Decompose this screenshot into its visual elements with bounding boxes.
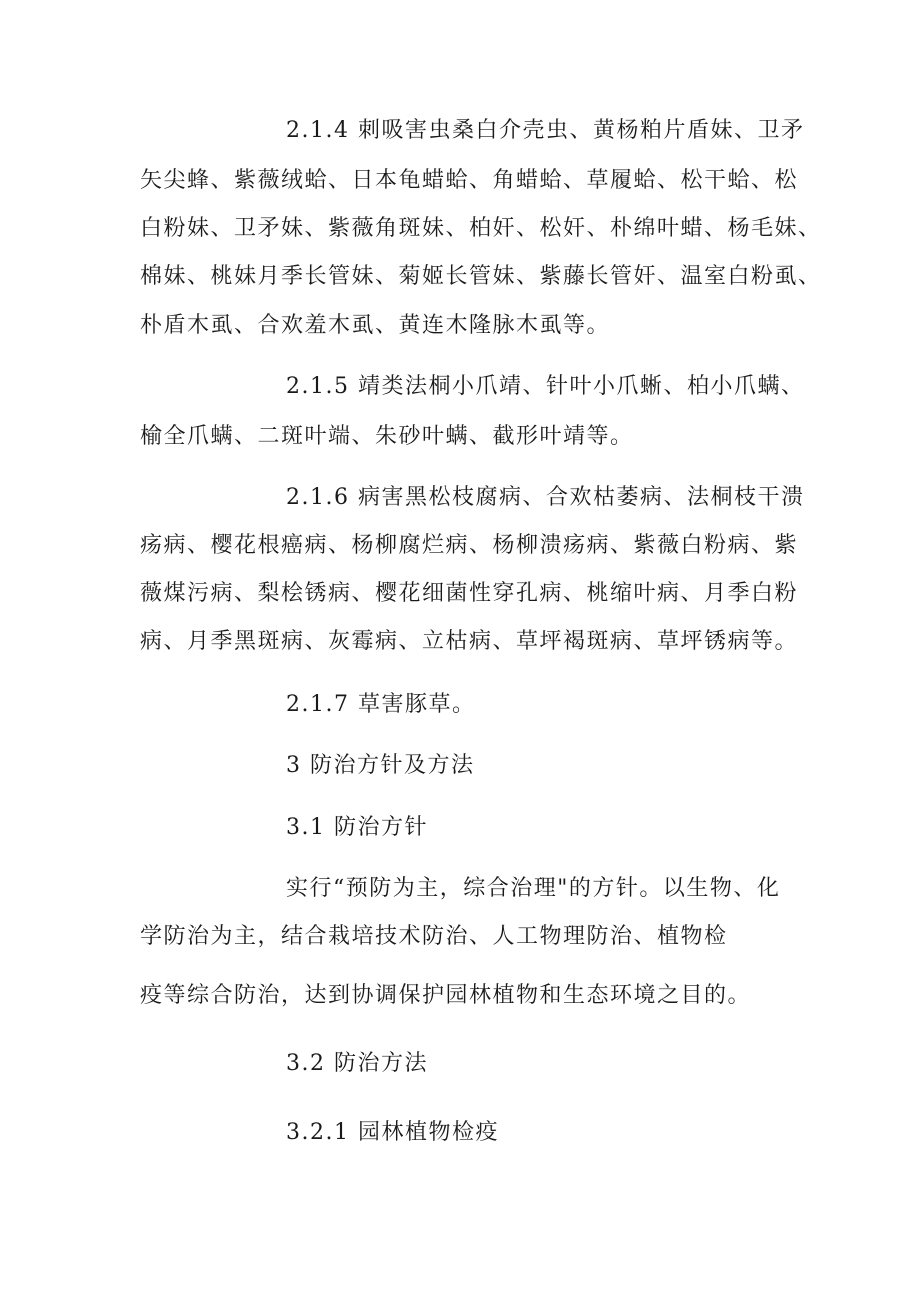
paragraph-2-1-4-line-5: 朴盾木虱、合欢羞木虱、黄连木隆脉木虱等。: [140, 313, 611, 338]
paragraph-3-1-line-1: 实行“预防为主，综合治理"的方针。以生物、化: [286, 876, 781, 901]
paragraph-3-1-line-3: 疫等综合防治，达到协调保护园林植物和生态环境之目的。: [140, 983, 752, 1008]
heading-3: 3 防治方针及方法: [286, 753, 475, 778]
heading-3-2-1: 3.2.1 园林植物检疫: [286, 1120, 499, 1145]
paragraph-2-1-6-line-2: 疡病、樱花根癌病、杨柳腐烂病、杨柳溃疡病、紫薇白粉病、紫: [140, 533, 799, 558]
heading-3-1: 3.1 防治方针: [286, 815, 428, 840]
paragraph-2-1-5-line-2: 榆全爪螨、二斑叶端、朱砂叶螨、截形叶靖等。: [140, 424, 634, 449]
paragraph-3-1-line-2: 学防治为主，结合栽培技术防治、人工物理防治、植物检: [140, 924, 728, 949]
paragraph-2-1-7: 2.1.7 草害豚草。: [286, 692, 476, 717]
paragraph-2-1-4-line-2: 矢尖蜂、紫薇绒蛤、日本龟蜡蛤、角蜡蛤、草履蛤、松干蛤、松: [140, 168, 799, 193]
paragraph-2-1-6-line-1: 2.1.6 病害黑松枝腐病、合欢枯萎病、法桐枝干溃: [286, 485, 805, 510]
heading-3-2: 3.2 防治方法: [286, 1051, 428, 1076]
paragraph-2-1-4-line-3: 白粉妹、卫矛妹、紫薇角斑妹、柏奸、松奸、朴绵叶蜡、杨毛妹、: [140, 216, 822, 241]
paragraph-2-1-6-line-3: 薇煤污病、梨桧锈病、樱花细菌性穿孔病、桃缩叶病、月季白粉: [140, 581, 799, 606]
paragraph-2-1-4-line-4: 棉妹、桃妹月季长管妹、菊姬长管妹、紫藤长管奸、温室白粉虱、: [140, 264, 822, 289]
paragraph-2-1-6-line-4: 病、月季黑斑病、灰霉病、立枯病、草坪褐斑病、草坪锈病等。: [140, 629, 799, 654]
paragraph-2-1-4-line-1: 2.1.4 刺吸害虫桑白介壳虫、黄杨粕片盾妹、卫矛: [286, 118, 805, 143]
paragraph-2-1-5-line-1: 2.1.5 靖类法桐小爪靖、针叶小爪蜥、柏小爪螨、: [286, 374, 805, 399]
